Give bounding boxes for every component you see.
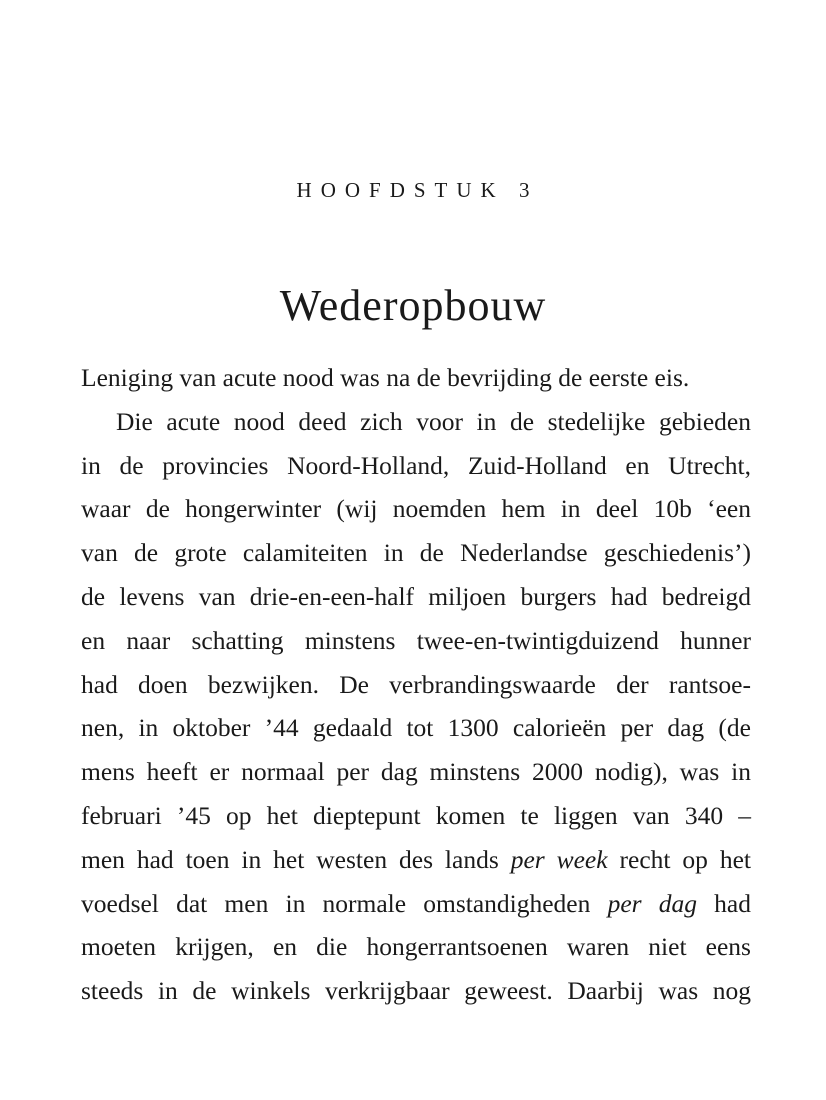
- chapter-title: Wederopbouw: [279, 281, 547, 330]
- text-line: de levens van drie-en-een-half miljoen burgers had bedreigd: [81, 581, 751, 611]
- body-text: [81, 356, 751, 1013]
- text-line: waar de hongerwinter (wij noemden hem in deel 10b ‘een: [81, 494, 751, 524]
- text-line: februari ’45 op het dieptepunt komen te liggen van 340 –: [81, 800, 751, 830]
- text-line: en naar schatting minstens twee-en-twintigduizend hunner: [81, 625, 751, 655]
- text-line: voedsel dat men in normale omstandigheden per dag had: [81, 888, 751, 918]
- italic-emphasis: per dag: [607, 888, 697, 918]
- text-line: mens heeft er normaal per dag minstens 2000 nodig), was in: [81, 757, 751, 787]
- text-line: had doen bezwijken. De verbrandingswaarde der rantsoe-: [81, 669, 751, 699]
- text-line: Leniging van acute nood was na de bevrijding de eerste eis.: [81, 363, 690, 392]
- text-line: men had toen in het westen des lands per week recht op het: [81, 844, 751, 874]
- chapter-label: HOOFDSTUK 3: [296, 178, 539, 202]
- text-line: Die acute nood deed zich voor in de stedelijke gebieden: [116, 406, 751, 436]
- text-line: in de provincies Noord-Holland, Zuid-Holland en Utrecht,: [81, 450, 751, 480]
- text-line: van de grote calamiteiten in de Nederlandse geschiedenis’): [81, 538, 751, 568]
- italic-emphasis: per week: [510, 844, 608, 874]
- text-line: steeds in de winkels verkrijgbaar geweest. Daarbij was nog: [81, 976, 751, 1006]
- text-line: nen, in oktober ’44 gedaald tot 1300 calorieën per dag (de: [81, 713, 751, 743]
- text-line: moeten krijgen, en die hongerrantsoenen waren niet eens: [81, 932, 751, 962]
